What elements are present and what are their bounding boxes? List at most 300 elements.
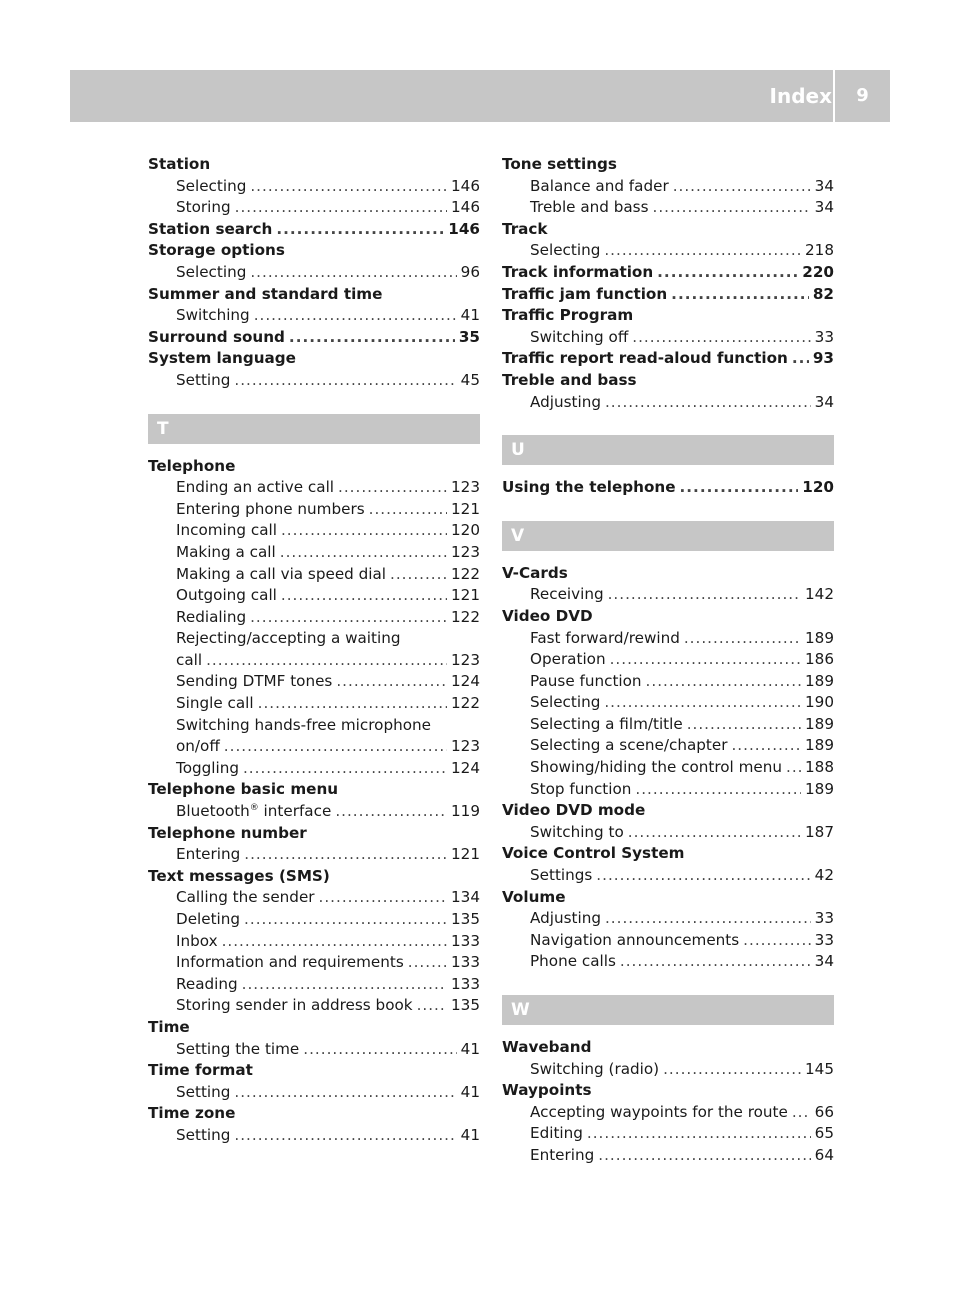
- index-subentry: [148, 520, 480, 542]
- entry-label-text: Redialing: [176, 607, 247, 626]
- entry-label: Time zone: [148, 1104, 236, 1123]
- page-ref: 133: [451, 974, 480, 993]
- dot-leader: [250, 176, 447, 198]
- entry-label-text: Making a call: [176, 542, 276, 561]
- entry-label-text: Setting the time: [176, 1039, 300, 1058]
- index-subentry: [148, 909, 480, 931]
- page-ref: 123: [451, 737, 480, 756]
- page-ref: 34: [814, 198, 834, 217]
- dot-leader: [244, 909, 447, 931]
- dot-leader: [336, 671, 447, 693]
- page-ref: 189: [805, 714, 834, 733]
- entry-label-text: Switching off: [530, 327, 629, 346]
- entry-label: Traffic report read-aloud function: [502, 349, 788, 368]
- index-subentry: [148, 995, 480, 1017]
- entry-list-t-continued: [502, 154, 834, 413]
- dot-leader: [224, 736, 447, 758]
- entry-label: [176, 542, 276, 564]
- entry-list-u: [502, 477, 834, 499]
- entry-label: [176, 176, 246, 198]
- dot-leader: [620, 951, 811, 973]
- entry-list-s: [148, 154, 480, 392]
- entry-label-text: Switching to: [530, 822, 624, 841]
- entry-label: Track information: [502, 262, 654, 281]
- page-ref: 120: [451, 521, 480, 540]
- dot-leader: [222, 931, 447, 953]
- index-heading: [502, 1037, 834, 1059]
- page-number: 9: [856, 85, 869, 106]
- index-subentry: [148, 974, 480, 996]
- page-ref: 123: [451, 478, 480, 497]
- index-subentry: [148, 1039, 480, 1061]
- index-heading: [502, 843, 834, 865]
- entry-label-text: Storing sender in address book: [176, 996, 413, 1015]
- index-subentry: [502, 757, 834, 779]
- entry-label: [176, 909, 240, 931]
- entry-label: Video DVD mode: [502, 801, 646, 820]
- entry-label-text: on/off: [176, 737, 220, 756]
- dot-leader: [244, 844, 447, 866]
- entry-label: Rejecting/accepting a waiting: [176, 629, 401, 648]
- entry-label-text: Accepting waypoints for the route: [530, 1102, 788, 1121]
- entry-label: Telephone basic menu: [148, 780, 339, 799]
- page-ref: 66: [814, 1102, 834, 1121]
- dot-leader: [280, 542, 447, 564]
- page-ref: 45: [460, 370, 480, 389]
- entry-label: [176, 1125, 230, 1147]
- dot-leader: [234, 370, 456, 392]
- page-ref: 96: [460, 262, 480, 281]
- entry-label: [176, 305, 250, 327]
- index-subentry: [148, 801, 480, 823]
- entry-label: [176, 262, 246, 284]
- dot-leader: [335, 801, 447, 823]
- dot-leader: [653, 197, 811, 219]
- page-ref: 134: [451, 888, 480, 907]
- page-ref: 41: [460, 306, 480, 325]
- dot-leader: [684, 628, 801, 650]
- entry-label: [176, 758, 239, 780]
- index-heading: [148, 284, 480, 306]
- entry-label-text: Selecting: [176, 176, 247, 195]
- index-subentry: [148, 197, 480, 219]
- entry-label-text: Adjusting: [530, 392, 601, 411]
- index-subentry: [502, 392, 834, 414]
- dot-leader: [680, 477, 799, 499]
- page-ref: 146: [448, 219, 480, 238]
- entry-list-t: [148, 456, 480, 1147]
- page-ref: 34: [814, 176, 834, 195]
- entry-label: [176, 995, 413, 1017]
- index-heading: [148, 219, 480, 241]
- index-subentry: [502, 584, 834, 606]
- index-subentry: [502, 1123, 834, 1145]
- entry-label-text: Sending DTMF tones: [176, 672, 333, 691]
- entry-label: System language: [148, 349, 296, 368]
- page-ref: 93: [812, 349, 834, 368]
- entry-label: [530, 930, 739, 952]
- index-subentry: [148, 499, 480, 521]
- dot-leader: [731, 735, 801, 757]
- index-column-left: [148, 154, 480, 1147]
- entry-label: Traffic Program: [502, 306, 634, 325]
- entry-label-rest: interface: [258, 802, 332, 821]
- entry-label: [176, 671, 332, 693]
- page-ref: 34: [814, 952, 834, 971]
- entry-label: [176, 650, 202, 672]
- index-subentry: [502, 176, 834, 198]
- entry-label: Waypoints: [502, 1081, 592, 1100]
- entry-label-text: Selecting a film/title: [530, 714, 683, 733]
- entry-label-text: call: [176, 650, 203, 669]
- page-ref: 146: [451, 198, 480, 217]
- page-ref: 64: [814, 1145, 834, 1164]
- page-ref: 189: [805, 736, 834, 755]
- index-subentry: [502, 327, 834, 349]
- index-subentry: [148, 628, 480, 650]
- dot-leader: [417, 995, 447, 1017]
- page-ref: 120: [802, 478, 834, 497]
- entry-label: V-Cards: [502, 563, 568, 582]
- dot-leader: [390, 564, 447, 586]
- dot-leader: [289, 327, 455, 349]
- entry-label: Storage options: [148, 241, 285, 260]
- index-heading: [148, 866, 480, 888]
- entry-label: [530, 392, 601, 414]
- dot-leader: [338, 477, 447, 499]
- page-ref: 33: [814, 909, 834, 928]
- entry-label-text: Outgoing call: [176, 586, 277, 605]
- entry-label-text: Navigation announcements: [530, 930, 740, 949]
- entry-label: [530, 327, 628, 349]
- page-ref: 146: [451, 176, 480, 195]
- index-subentry: [148, 758, 480, 780]
- dot-leader: [608, 584, 801, 606]
- index-subentry: [502, 1145, 834, 1167]
- entry-label: [176, 693, 254, 715]
- index-subentry: [502, 692, 834, 714]
- index-heading: [502, 477, 834, 499]
- index-subentry: [148, 564, 480, 586]
- entry-label-text: Entering: [176, 845, 241, 864]
- index-subentry: [148, 693, 480, 715]
- entry-label: [530, 240, 600, 262]
- index-heading: [502, 800, 834, 822]
- page-ref: 41: [460, 1082, 480, 1101]
- page-ref: 133: [451, 931, 480, 950]
- entry-label: Traffic jam function: [502, 284, 668, 303]
- entry-label: Voice Control System: [502, 844, 685, 863]
- dot-leader: [792, 348, 809, 370]
- index-heading: [502, 219, 834, 241]
- index-heading: [502, 563, 834, 585]
- dot-leader: [234, 1082, 456, 1104]
- index-subentry: [148, 607, 480, 629]
- entry-label: [530, 671, 642, 693]
- index-heading: [148, 348, 480, 370]
- index-heading: [148, 1017, 480, 1039]
- page-ref: 123: [451, 650, 480, 669]
- entry-label: [176, 499, 365, 521]
- entry-label-text: Storing: [176, 198, 231, 217]
- page-ref: 41: [460, 1039, 480, 1058]
- page-ref: 135: [451, 910, 480, 928]
- entry-label-text: Toggling: [176, 758, 239, 777]
- entry-label-text: Setting: [176, 1082, 231, 1101]
- entry-label: [530, 1059, 659, 1081]
- section-title: Index: [769, 84, 832, 108]
- entry-label: Tone settings: [502, 155, 617, 173]
- index-subentry: [148, 542, 480, 564]
- entry-label: [530, 197, 649, 219]
- entry-label: Time format: [148, 1061, 253, 1080]
- dot-leader: [596, 865, 810, 887]
- page-ref: 121: [451, 586, 480, 605]
- entry-label: Volume: [502, 887, 566, 906]
- index-subentry: [148, 650, 480, 672]
- entry-label: [176, 477, 334, 499]
- index-subentry: [502, 735, 834, 757]
- dot-leader: [604, 692, 801, 714]
- entry-label: [176, 974, 238, 996]
- dot-leader: [786, 757, 801, 779]
- entry-label-text: Setting: [176, 1125, 231, 1144]
- page-ref: 82: [812, 284, 834, 303]
- entry-label-text: Selecting: [530, 241, 601, 260]
- index-heading: [502, 262, 834, 284]
- page-ref: 186: [805, 650, 834, 669]
- page-ref: 124: [451, 758, 480, 777]
- entry-label: [530, 176, 669, 198]
- entry-label: [176, 801, 331, 823]
- index-subentry: [502, 197, 834, 219]
- letter-heading-u: U: [502, 435, 834, 465]
- dot-leader: [743, 930, 811, 952]
- entry-label-text: Switching (radio): [530, 1059, 660, 1078]
- index-heading: [502, 606, 834, 628]
- page-ref: 124: [451, 672, 480, 691]
- index-heading: [502, 348, 834, 370]
- entry-label-text: Treble and bass: [530, 198, 649, 217]
- entry-label-text: Operation: [530, 650, 606, 669]
- page-ref: 33: [814, 327, 834, 346]
- entry-label: [176, 1082, 230, 1104]
- index-subentry: [502, 1102, 834, 1124]
- entry-label: [530, 649, 606, 671]
- index-subentry: [148, 952, 480, 974]
- dot-leader: [792, 1102, 811, 1124]
- index-subentry: [502, 865, 834, 887]
- entry-label-text: Setting: [176, 370, 231, 389]
- dot-leader: [671, 284, 809, 306]
- dot-leader: [663, 1059, 801, 1081]
- dot-leader: [243, 758, 447, 780]
- index-subentry: [148, 370, 480, 392]
- index-subentry: [148, 176, 480, 198]
- entry-label: Video DVD: [502, 606, 593, 625]
- entry-label: [176, 585, 277, 607]
- entry-label: Switching hands-free microphone: [176, 715, 431, 734]
- page-ref: 122: [451, 694, 480, 713]
- dot-leader: [598, 1145, 810, 1167]
- page-ref: 133: [451, 953, 480, 972]
- entry-label: [176, 564, 386, 586]
- page-ref: 121: [451, 499, 480, 518]
- page-ref: 218: [805, 241, 834, 260]
- entry-label: [530, 1145, 594, 1167]
- entry-label: [176, 1039, 299, 1061]
- page-ref: 189: [805, 779, 834, 798]
- entry-label-text: Single call: [176, 694, 254, 713]
- index-subentry: [502, 951, 834, 973]
- entry-label-text: Incoming call: [176, 521, 277, 540]
- entry-label: [530, 714, 683, 736]
- entry-label: [176, 370, 230, 392]
- entry-label-text: Fast forward/rewind: [530, 628, 680, 647]
- entry-label: [176, 736, 220, 758]
- dot-leader: [258, 693, 447, 715]
- dot-leader: [673, 176, 811, 198]
- entry-label: [176, 887, 315, 909]
- entry-label: Station: [148, 155, 211, 173]
- index-subentry: [148, 262, 480, 284]
- entry-label-text: Selecting a scene/chapter: [530, 736, 728, 755]
- index-heading: [148, 1060, 480, 1082]
- page-ref: 220: [802, 262, 834, 281]
- page-ref: 33: [814, 930, 834, 949]
- page-ref: 122: [451, 564, 480, 583]
- dot-leader: [319, 887, 447, 909]
- entry-label: [530, 951, 616, 973]
- entry-label: [530, 692, 600, 714]
- index-heading: [148, 779, 480, 801]
- entry-list-v: [502, 563, 834, 973]
- dot-leader: [235, 197, 447, 219]
- entry-label-text: Showing/hiding the control menu: [530, 758, 782, 777]
- page-ref: 42: [814, 866, 834, 885]
- entry-label: [530, 822, 624, 844]
- page-ref: 122: [451, 607, 480, 626]
- dot-leader: [254, 305, 457, 327]
- entry-label: [530, 865, 592, 887]
- index-subentry: [148, 887, 480, 909]
- index-subentry: [148, 671, 480, 693]
- dot-leader: [605, 392, 811, 414]
- index-subentry: [148, 1125, 480, 1147]
- index-heading: [148, 240, 480, 262]
- index-subentry: [502, 649, 834, 671]
- dot-leader: [281, 520, 447, 542]
- index-column-right: [502, 154, 834, 1167]
- dot-leader: [635, 779, 801, 801]
- entry-label-text: Deleting: [176, 910, 241, 928]
- dot-leader: [687, 714, 801, 736]
- index-heading: [148, 823, 480, 845]
- page-ref: 35: [458, 327, 480, 346]
- letter-heading-t: T: [148, 414, 480, 444]
- dot-leader: [632, 327, 810, 349]
- page-ref: 190: [805, 693, 834, 712]
- entry-label-text: Receiving: [530, 585, 604, 604]
- page-ref: 121: [451, 845, 480, 864]
- index-subentry: [148, 585, 480, 607]
- dot-leader: [206, 650, 447, 672]
- page-ref: 65: [814, 1124, 834, 1143]
- page-ref: 187: [805, 822, 834, 841]
- index-subentry: [502, 779, 834, 801]
- page-ref: 189: [805, 628, 834, 647]
- entry-label: Telephone number: [148, 823, 307, 842]
- index-subentry: [148, 931, 480, 953]
- entry-label: [176, 197, 231, 219]
- dot-leader: [610, 649, 801, 671]
- page-ref: 135: [451, 996, 480, 1015]
- entry-label: [176, 520, 277, 542]
- entry-label-text: Selecting: [530, 693, 601, 712]
- letter-heading-v: V: [502, 521, 834, 551]
- index-heading: [502, 887, 834, 909]
- entry-label-text: Editing: [530, 1124, 583, 1143]
- index-subentry: [148, 736, 480, 758]
- index-heading: [148, 154, 480, 176]
- entry-label-text: Calling the sender: [176, 888, 315, 907]
- entry-label: [530, 779, 631, 801]
- entry-label-text: Settings: [530, 866, 593, 885]
- dot-leader: [604, 240, 801, 262]
- dot-leader: [281, 585, 447, 607]
- entry-label: Surround sound: [148, 327, 285, 346]
- entry-label: [530, 1123, 583, 1145]
- entry-label-text: Ending an active call: [176, 478, 335, 497]
- entry-label: [530, 584, 604, 606]
- entry-label-text: Balance and fader: [530, 176, 669, 195]
- entry-label: [176, 607, 246, 629]
- registered-mark: ®: [249, 802, 259, 813]
- index-subentry: [502, 908, 834, 930]
- dot-leader: [587, 1123, 811, 1145]
- index-subentry: [502, 930, 834, 952]
- index-heading: [502, 305, 834, 327]
- entry-label-text: Switching: [176, 306, 250, 325]
- index-heading: [502, 1080, 834, 1102]
- index-subentry: [502, 822, 834, 844]
- dot-leader: [408, 952, 447, 974]
- index-subentry: [502, 628, 834, 650]
- entry-label: Summer and standard time: [148, 284, 383, 303]
- entry-label: Treble and bass: [502, 370, 637, 389]
- entry-label: Station search: [148, 219, 273, 238]
- page-ref: 41: [460, 1125, 480, 1144]
- entry-label-text: Reading: [176, 974, 238, 993]
- entry-label-text: Entering: [530, 1145, 595, 1164]
- dot-leader: [242, 974, 447, 996]
- entry-label: Waveband: [502, 1038, 592, 1056]
- index-subentry: [502, 240, 834, 262]
- dot-leader: [628, 822, 801, 844]
- entry-label: [530, 908, 601, 930]
- entry-label: [176, 931, 218, 953]
- dot-leader: [276, 219, 444, 241]
- page-ref: 189: [805, 671, 834, 690]
- entry-label-text: Phone calls: [530, 952, 616, 971]
- entry-label-text: Bluetooth: [176, 802, 250, 821]
- entry-label: Text messages (SMS): [148, 866, 330, 885]
- entry-label-text: Making a call via speed dial: [176, 564, 387, 583]
- entry-label: Using the telephone: [502, 478, 676, 497]
- index-subentry: [148, 305, 480, 327]
- dot-leader: [646, 671, 801, 693]
- entry-label-text: Entering phone numbers: [176, 499, 365, 518]
